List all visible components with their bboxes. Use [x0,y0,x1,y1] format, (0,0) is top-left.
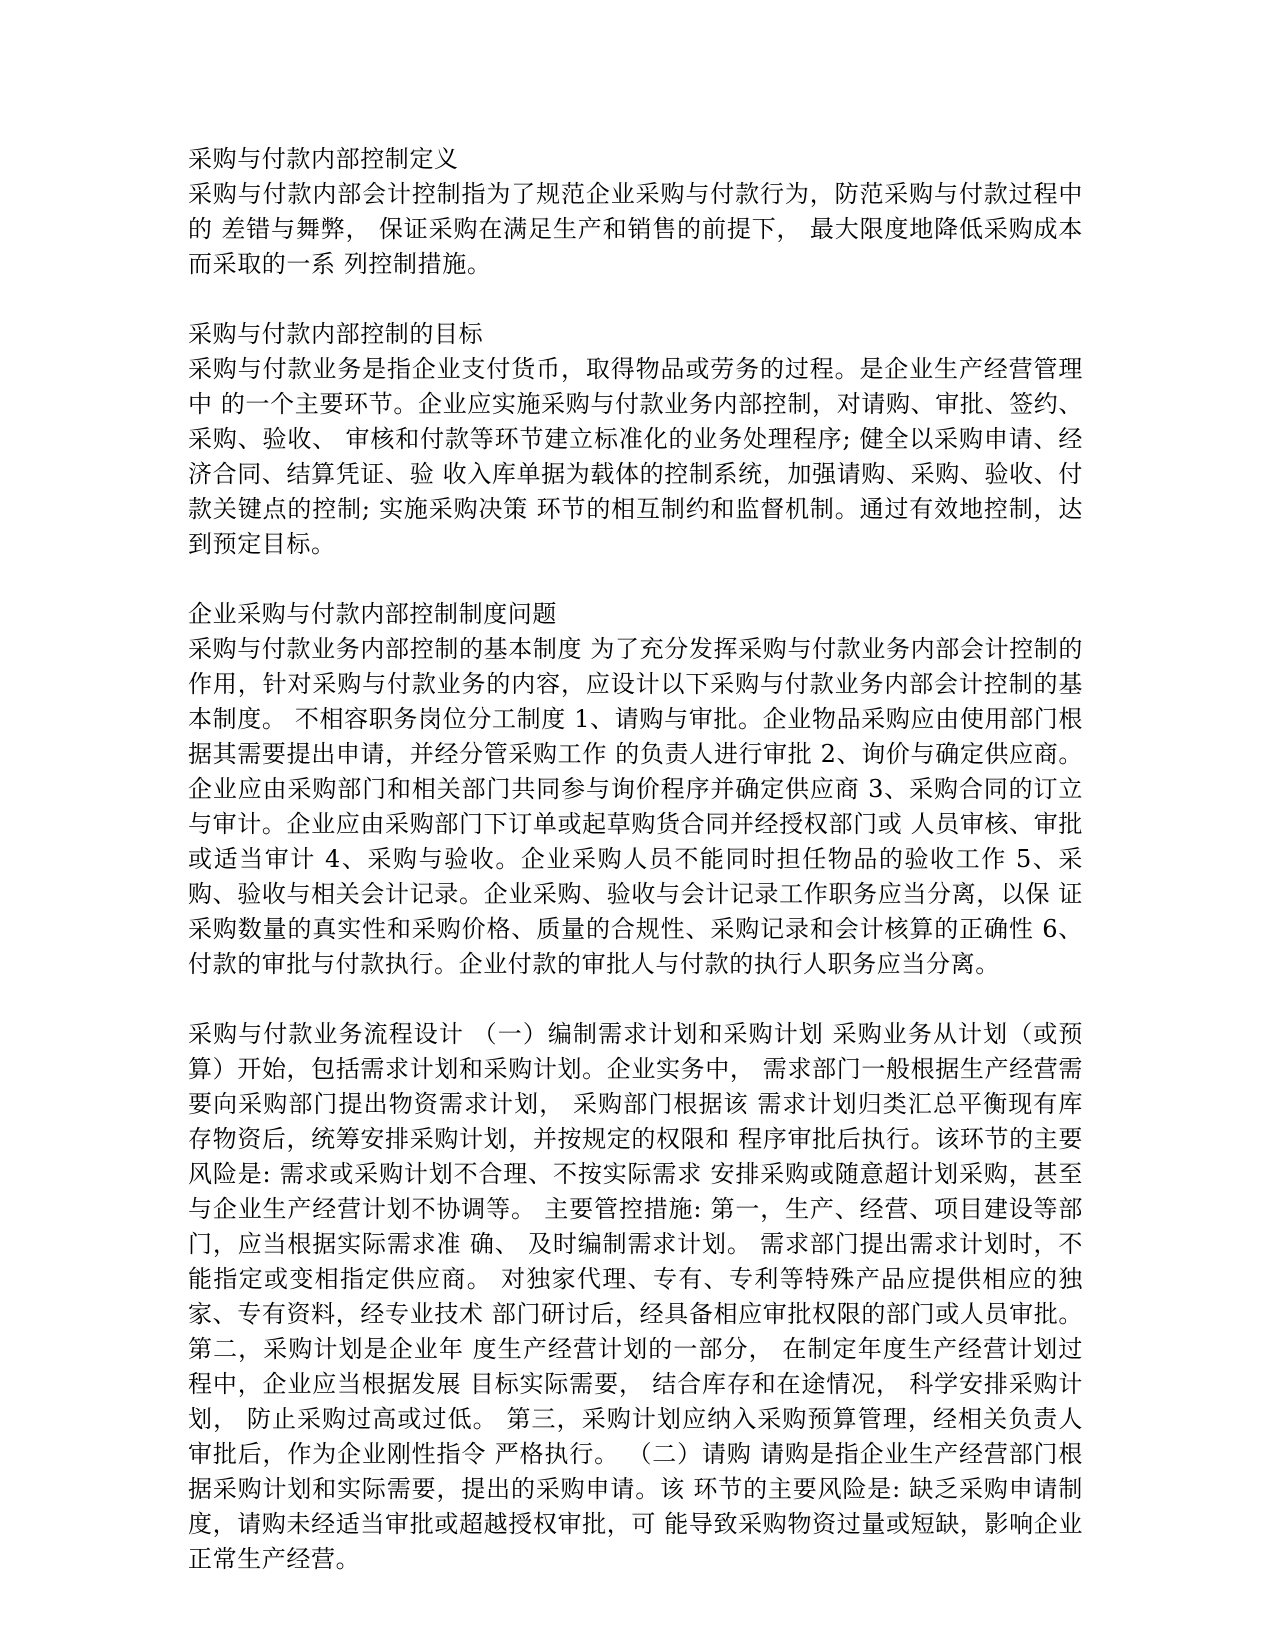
section-process-design [188,1017,1083,1577]
section-paragraph: 采购与付款内部会计控制指为了规范企业采购与付款行为，防范采购与付款过程中的 差错与舞弊， 保证采购在满足生产和销售的前提下， 最大限度地降低采购成本而采取的一系 列控制措施。 [188,180,1083,278]
section-control-system [188,597,1092,982]
section-paragraph: 采购与付款业务流程设计 （一）编制需求计划和采购计划 采购业务从计划（或预算）开始，包括需求计划和采购计划。企业实务中， 需求部门一般根据生产经营需要向采购部门提出物资需求计划， 采购部门根据该 需求计划归类汇总平衡现有库存物资后，统筹安排采购计划，并按规定的权限和 程序审批后执行。该环节的主要风险是: 需求或采购计划不合理、不按实际需求 安排采购或随意超计划采购，甚至与企业生产经营计划不协调等。 主要管控措施: 第一，生产、经营、项目建设等部门，应当根据实际需求准 确、 及时编制需求计划。 需求部门提出需求计划时，不能指定或变相指定供应商。 对独家代理、专有、专利等特殊产品应提供相应的独家、专有资料，经专业技术 部门研讨后，经具备相应审批权限的部门或人员审批。第二，采购计划是企业年 度生产经营计划的一部分， 在制定年度生产经营计划过程中，企业应当根据发展 目标实际需要， 结合库存和在途情况， 科学安排采购计划， 防止采购过高或过低。 第三，采购计划应纳入采购预算管理，经相关负责人审批后，作为企业刚性指令 严格执行。 （二）请购 请购是指企业生产经营部门根据采购计划和实际需要，提出的采购申请。该 环节的主要风险是: 缺乏采购申请制度，请购未经适当审批或超越授权审批，可 能导致采购物资过量或短缺，影响企业正常生产经营。 [188,1020,1083,1573]
document-page [188,142,1092,1612]
section-heading: 采购与付款内部控制定义 [188,145,459,173]
section-heading: 企业采购与付款内部控制制度问题 [188,600,557,628]
section-heading: 采购与付款内部控制的目标 [188,320,484,348]
section-definition [188,142,1083,282]
section-paragraph: 采购与付款业务内部控制的基本制度 为了充分发挥采购与付款业务内部会计控制的 作用，针对采购与付款业务的内容，应设计以下采购与付款业务内部会计控制的基本制度。 不相容职务岗位分工制度 1、请购与审批。企业物品采购应由使用部门根据其需要提出申请，并经分管采购工作 的负责人进行审批 2、询价与确定供应商。企业应由采购部门和相关部门共同参与询价程序并确定供应商 3、采购合同的订立与审计。企业应由采购部门下订单或起草购货合同并经授权部门或 人员审核、审批或适当审计 4、采购与验收。企业采购人员不能同时担任物品的验收工作 5、采购、验收与相关会计记录。企业采购、验收与会计记录工作职务应当分离，以保 证采购数量的真实性和采购价格、质量的合规性、采购记录和会计核算的正确性 6、付款的审批与付款执行。企业付款的审批人与付款的执行人职务应当分离。 [188,635,1092,978]
section-paragraph: 采购与付款业务是指企业支付货币，取得物品或劳务的过程。是企业生产经营管理中 的一个主要环节。企业应实施采购与付款业务内部控制，对请购、审批、签约、采购、验收、 审核和付款等环节建立标准化的业务处理程序; 健全以采购申请、经济合同、结算凭证、验 收入库单据为载体的控制系统，加强请购、采购、验收、付款关键点的控制; 实施采购决策 环节的相互制约和监督机制。通过有效地控制，达到预定目标。 [188,355,1083,558]
section-objectives [188,317,1083,562]
